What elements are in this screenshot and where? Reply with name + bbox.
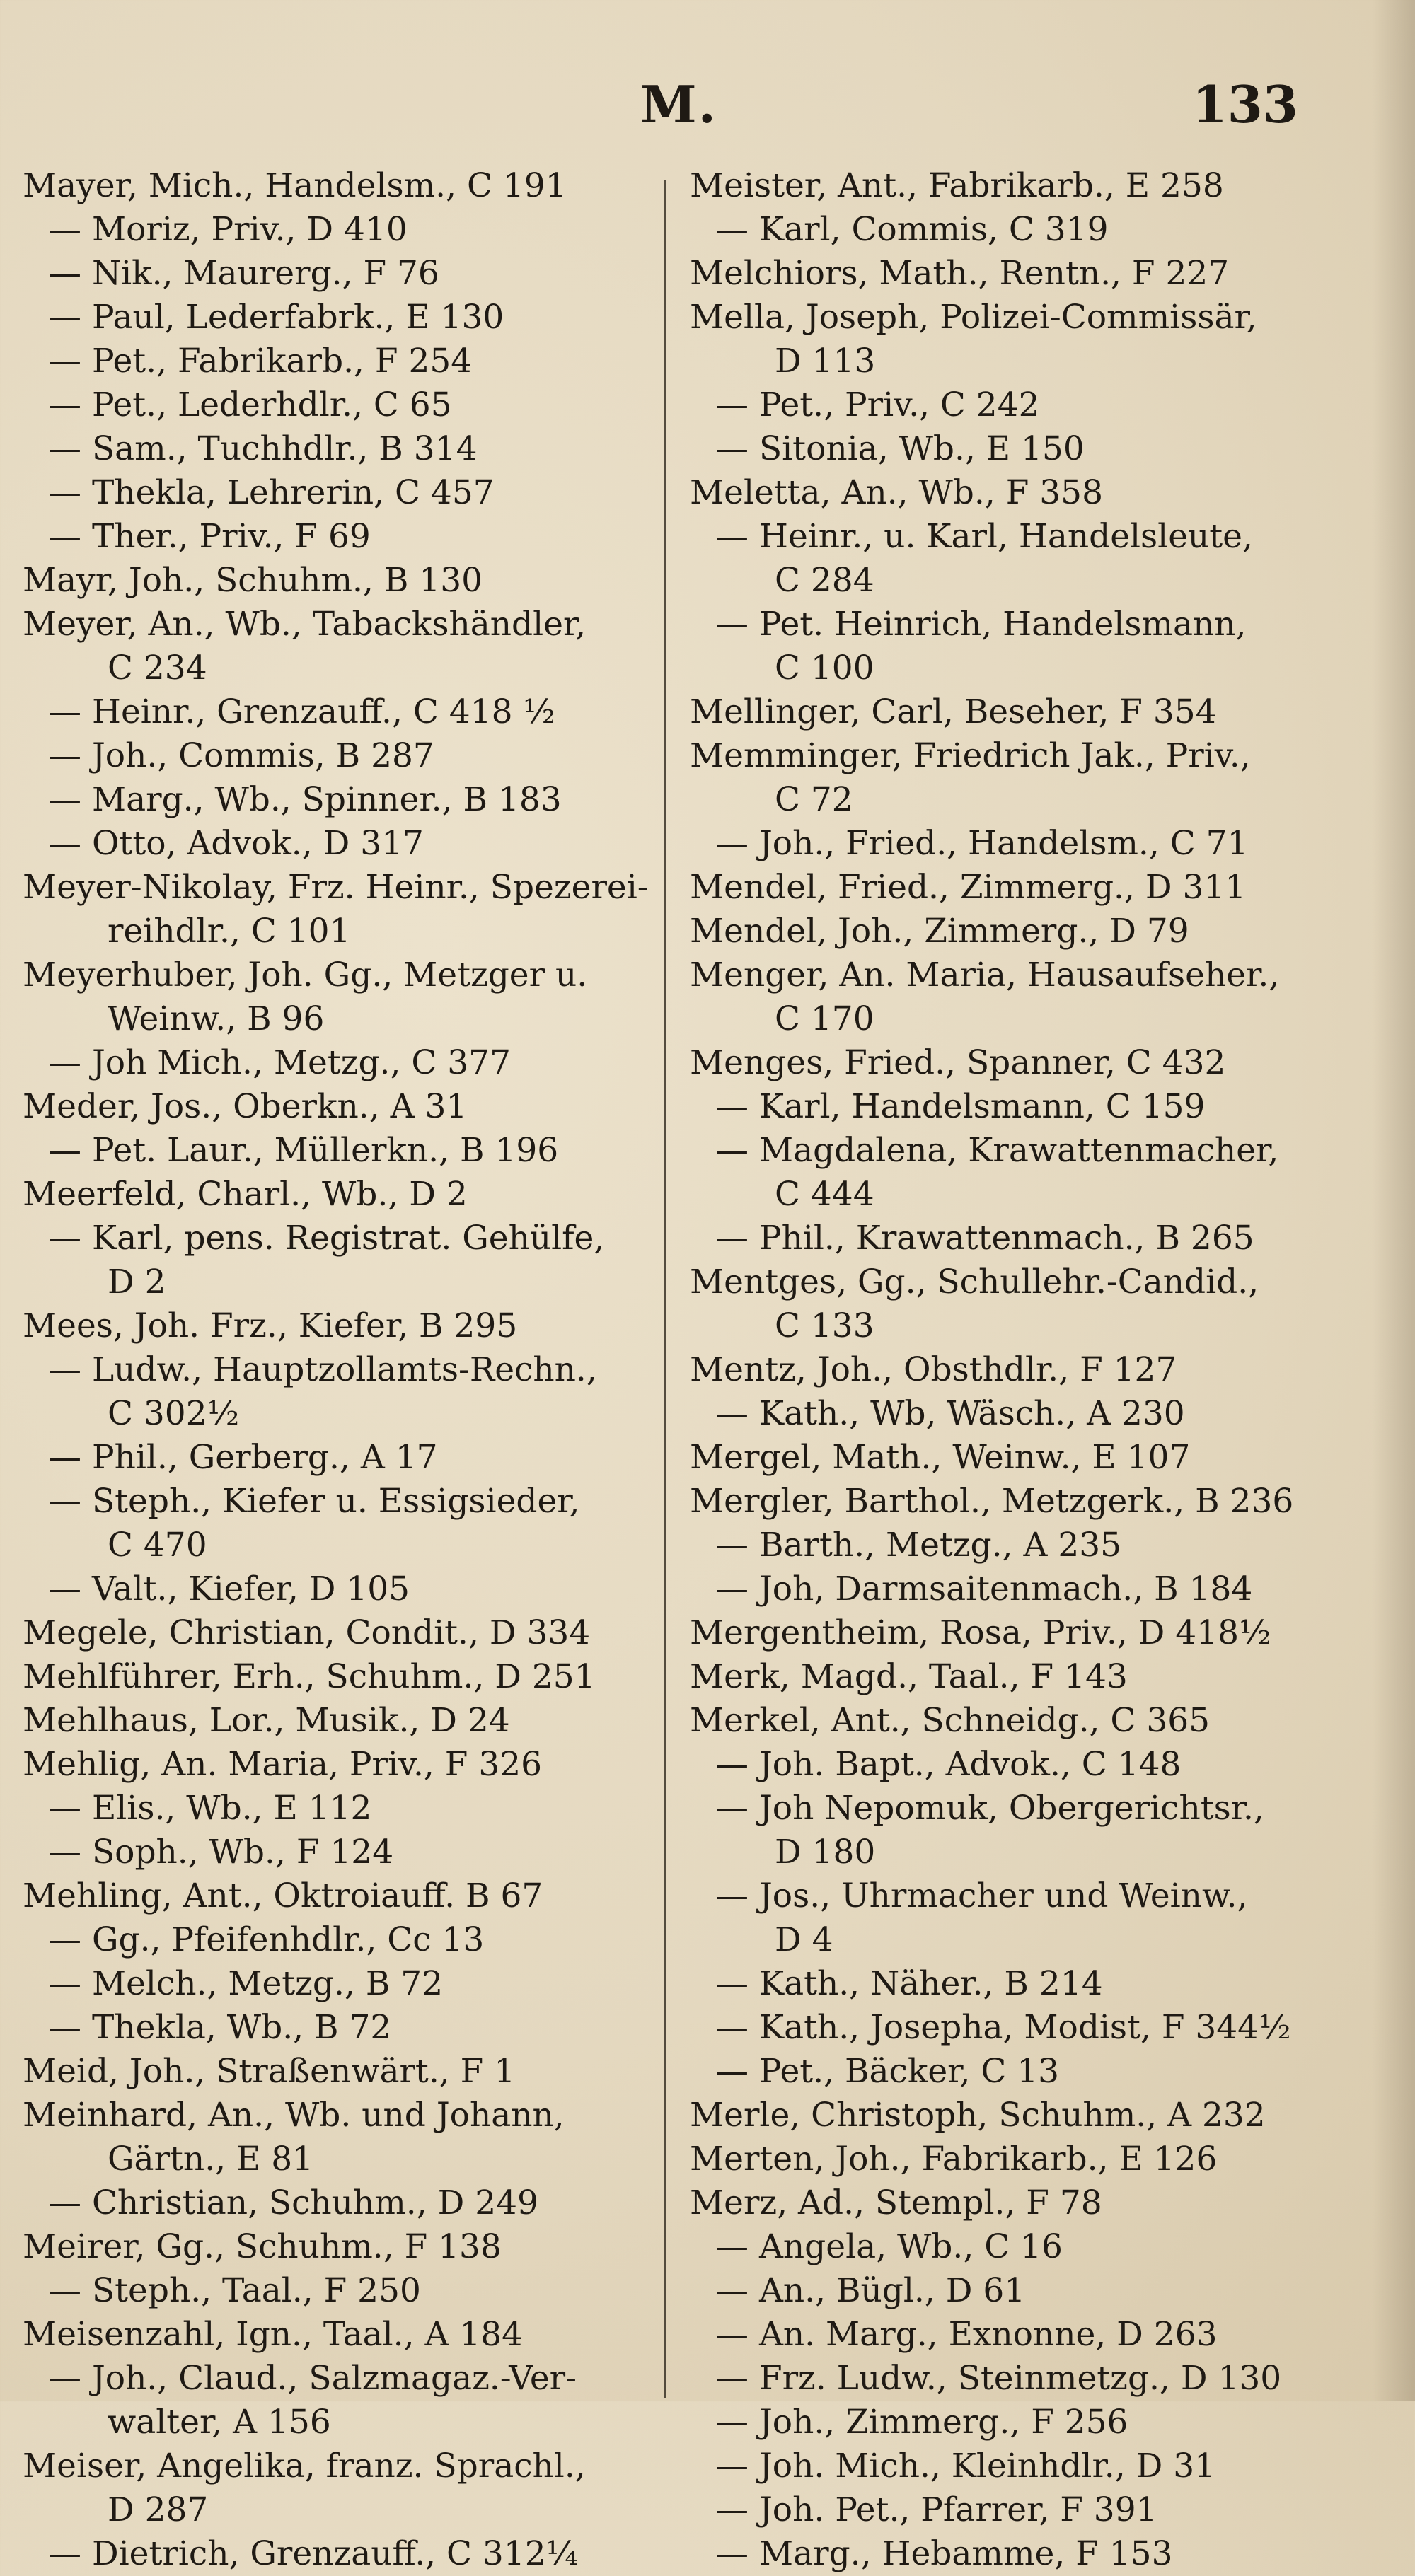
directory-entry: Meirer, Gg., Schuhm., F 138: [23, 2227, 502, 2266]
directory-entry: Mergler, Barthol., Metzgerk., B 236: [690, 1482, 1294, 1521]
directory-subentry: — Joh., Zimmerg., F 256: [690, 2401, 1351, 2444]
directory-subentry: — Soph., Wb., F 124: [23, 1831, 659, 1874]
directory-subentry: — Phil., Gerberg., A 17: [23, 1436, 659, 1480]
directory-entry-continuation: C 470: [108, 1526, 207, 1565]
directory-subentry: — Marg., Wb., Spinner., B 183: [23, 778, 659, 822]
directory-subentry: — Sitonia, Wb., E 150: [690, 427, 1351, 471]
left-column: [23, 164, 659, 2576]
directory-entry: Mayer, Mich., Handelsm., C 191: [23, 166, 567, 205]
directory-subentry: — An. Marg., Exnonne, D 263: [690, 2313, 1351, 2357]
directory-subentry: — Ther., Priv., F 69: [23, 515, 659, 559]
directory-subentry: — Joh Nepomuk, Obergerichtsr.,: [690, 1787, 1351, 1831]
directory-subentry: — Melch., Metzg., B 72: [23, 1962, 659, 2006]
directory-entry-continuation: D 113: [775, 342, 876, 381]
directory-subentry: — An., Bügl., D 61: [690, 2269, 1351, 2313]
directory-subentry: — Joh., Fried., Handelsm., C 71: [690, 822, 1351, 866]
directory-entry: Merle, Christoph, Schuhm., A 232: [690, 2096, 1266, 2135]
directory-entry-continuation: walter, A 156: [108, 2403, 331, 2442]
directory-entry-continuation: D 2: [108, 1263, 166, 1301]
directory-entry: Mendel, Fried., Zimmerg., D 311: [690, 868, 1247, 907]
directory-subentry: — Karl, pens. Registrat. Gehülfe,: [23, 1217, 659, 1260]
directory-entry: Mentges, Gg., Schullehr.-Candid.,: [690, 1263, 1259, 1301]
directory-subentry: — Gg., Pfeifenhdlr., Cc 13: [23, 1918, 659, 1962]
directory-entry: Merz, Ad., Stempl., F 78: [690, 2183, 1102, 2222]
directory-entry: Merten, Joh., Fabrikarb., E 126: [690, 2140, 1218, 2178]
directory-subentry: — Kath., Wb, Wäsch., A 230: [690, 1392, 1351, 1436]
directory-subentry: — Joh, Darmsaitenmach., B 184: [690, 1567, 1351, 1611]
page-edge-shadow: [1373, 0, 1415, 2401]
directory-entry-continuation: D 287: [108, 2490, 209, 2529]
directory-entry-continuation: C 170: [775, 999, 874, 1038]
directory-entry: Meyerhuber, Joh. Gg., Metzger u.: [23, 956, 588, 994]
directory-entry: Mergentheim, Rosa, Priv., D 418½: [690, 1613, 1271, 1652]
directory-subentry: — Joh., Commis, B 287: [23, 734, 659, 778]
directory-entry-continuation: Gärtn., E 81: [108, 2140, 314, 2178]
directory-entry: Mees, Joh. Frz., Kiefer, B 295: [23, 1306, 518, 1345]
directory-subentry: — Pet., Fabrikarb., F 254: [23, 340, 659, 383]
section-letter: M.: [640, 74, 717, 134]
directory-entry-continuation: C 444: [775, 1175, 874, 1214]
directory-subentry: — Paul, Lederfabrk., E 130: [23, 296, 659, 340]
directory-entry: Memminger, Friedrich Jak., Priv.,: [690, 736, 1251, 775]
directory-entry: Mendel, Joh., Zimmerg., D 79: [690, 912, 1189, 951]
directory-subentry: — Pet., Priv., C 242: [690, 383, 1351, 427]
directory-subentry: — Moriz, Priv., D 410: [23, 208, 659, 252]
directory-entry: Merk, Magd., Taal., F 143: [690, 1657, 1128, 1696]
directory-subentry: — Jos., Uhrmacher und Weinw.,: [690, 1874, 1351, 1918]
directory-subentry: — Magdalena, Krawattenmacher,: [690, 1129, 1351, 1173]
directory-subentry: — Kath., Näher., B 214: [690, 1962, 1351, 2006]
directory-entry-continuation: C 133: [775, 1306, 874, 1345]
directory-entry-continuation: D 4: [775, 1920, 833, 1959]
directory-entry: Merkel, Ant., Schneidg., C 365: [690, 1701, 1211, 1740]
directory-subentry: — Pet., Bäcker, C 13: [690, 2050, 1351, 2094]
directory-subentry: — Joh., Claud., Salzmagaz.-Ver-: [23, 2357, 659, 2401]
directory-subentry: — Thekla, Lehrerin, C 457: [23, 471, 659, 515]
directory-subentry: — Nik., Maurerg., F 76: [23, 252, 659, 296]
directory-entry: Meister, Ant., Fabrikarb., E 258: [690, 166, 1224, 205]
directory-entry: Meder, Jos., Oberkn., A 31: [23, 1087, 468, 1126]
directory-entry: Mehlhaus, Lor., Musik., D 24: [23, 1701, 510, 1740]
right-column: [690, 164, 1351, 2576]
directory-subentry: — Joh. Pet., Pfarrer, F 391: [690, 2488, 1351, 2532]
directory-entry: Meinhard, An., Wb. und Johann,: [23, 2096, 565, 2135]
directory-entry: Meyer, An., Wb., Tabackshändler,: [23, 605, 587, 644]
directory-entry: Melchiors, Math., Rentn., F 227: [690, 254, 1230, 293]
directory-subentry: — Frz. Ludw., Steinmetzg., D 130: [690, 2357, 1351, 2401]
directory-entry-continuation: C 72: [775, 780, 853, 819]
directory-subentry: — Pet., Lederhdlr., C 65: [23, 383, 659, 427]
directory-subentry: — Joh Mich., Metzg., C 377: [23, 1041, 659, 1085]
directory-subentry: — Joh. Mich., Kleinhdlr., D 31: [690, 2444, 1351, 2488]
directory-entry: Meletta, An., Wb., F 358: [690, 473, 1103, 512]
directory-entry: Mergel, Math., Weinw., E 107: [690, 1438, 1191, 1477]
directory-entry: Megele, Christian, Condit., D 334: [23, 1613, 591, 1652]
directory-entry-continuation: C 284: [775, 561, 874, 600]
directory-subentry: — Dietrich, Grenzauff., C 312¼: [23, 2532, 659, 2576]
directory-subentry: — Ludw., Hauptzollamts-Rechn.,: [23, 1348, 659, 1392]
directory-subentry: — Barth., Metzg., A 235: [690, 1524, 1351, 1567]
directory-entry: Mellinger, Carl, Beseher, F 354: [690, 692, 1217, 731]
directory-subentry: — Pet. Heinrich, Handelsmann,: [690, 603, 1351, 646]
directory-subentry: — Karl, Handelsmann, C 159: [690, 1085, 1351, 1129]
directory-subentry: — Elis., Wb., E 112: [23, 1787, 659, 1831]
directory-entry-continuation: C 234: [108, 649, 207, 687]
directory-entry: Meyer-Nikolay, Frz. Heinr., Spezerei-: [23, 868, 649, 907]
directory-subentry: — Sam., Tuchhdlr., B 314: [23, 427, 659, 471]
directory-entry: Mehlig, An. Maria, Priv., F 326: [23, 1745, 543, 1784]
column-divider: [664, 180, 666, 2398]
directory-subentry: — Karl, Commis, C 319: [690, 208, 1351, 252]
directory-entry: Mehling, Ant., Oktroiauff. B 67: [23, 1876, 543, 1915]
directory-subentry: — Valt., Kiefer, D 105: [23, 1567, 659, 1611]
page-number: 133: [1191, 74, 1298, 134]
directory-entry: Mayr, Joh., Schuhm., B 130: [23, 561, 483, 600]
directory-subentry: — Thekla, Wb., B 72: [23, 2006, 659, 2050]
directory-subentry: — Heinr., Grenzauff., C 418 ½: [23, 690, 659, 734]
directory-entry: Meiser, Angelika, franz. Sprachl.,: [23, 2447, 586, 2485]
directory-subentry: — Joh. Bapt., Advok., C 148: [690, 1743, 1351, 1787]
directory-subentry: — Kath., Josepha, Modist, F 344½: [690, 2006, 1351, 2050]
directory-subentry: — Steph., Kiefer u. Essigsieder,: [23, 1480, 659, 1524]
page-header: [0, 74, 1415, 138]
directory-subentry: — Steph., Taal., F 250: [23, 2269, 659, 2313]
directory-entry-continuation: Weinw., B 96: [108, 999, 325, 1038]
directory-subentry: — Christian, Schuhm., D 249: [23, 2181, 659, 2225]
directory-entry-continuation: reihdlr., C 101: [108, 912, 351, 951]
directory-subentry: — Angela, Wb., C 16: [690, 2225, 1351, 2269]
directory-subentry: — Otto, Advok., D 317: [23, 822, 659, 866]
directory-subentry: — Marg., Hebamme, F 153: [690, 2532, 1351, 2576]
directory-entry: Menger, An. Maria, Hausaufseher.,: [690, 956, 1280, 994]
directory-entry: Meerfeld, Charl., Wb., D 2: [23, 1175, 468, 1214]
directory-subentry: — Heinr., u. Karl, Handelsleute,: [690, 515, 1351, 559]
directory-subentry: — Phil., Krawattenmach., B 265: [690, 1217, 1351, 1260]
directory-entry: Menges, Fried., Spanner, C 432: [690, 1043, 1226, 1082]
directory-entry: Mentz, Joh., Obsthdlr., F 127: [690, 1350, 1177, 1389]
directory-entry-continuation: C 100: [775, 649, 874, 687]
directory-entry-continuation: C 302½: [108, 1394, 240, 1433]
directory-subentry: — Pet. Laur., Müllerkn., B 196: [23, 1129, 659, 1173]
directory-entry: Meid, Joh., Straßenwärt., F 1: [23, 2052, 516, 2091]
directory-entry: Mella, Joseph, Polizei-Commissär,: [690, 298, 1257, 337]
directory-entry-continuation: D 180: [775, 1833, 876, 1872]
directory-entry: Mehlführer, Erh., Schuhm., D 251: [23, 1657, 596, 1696]
directory-entry: Meisenzahl, Ign., Taal., A 184: [23, 2315, 524, 2354]
